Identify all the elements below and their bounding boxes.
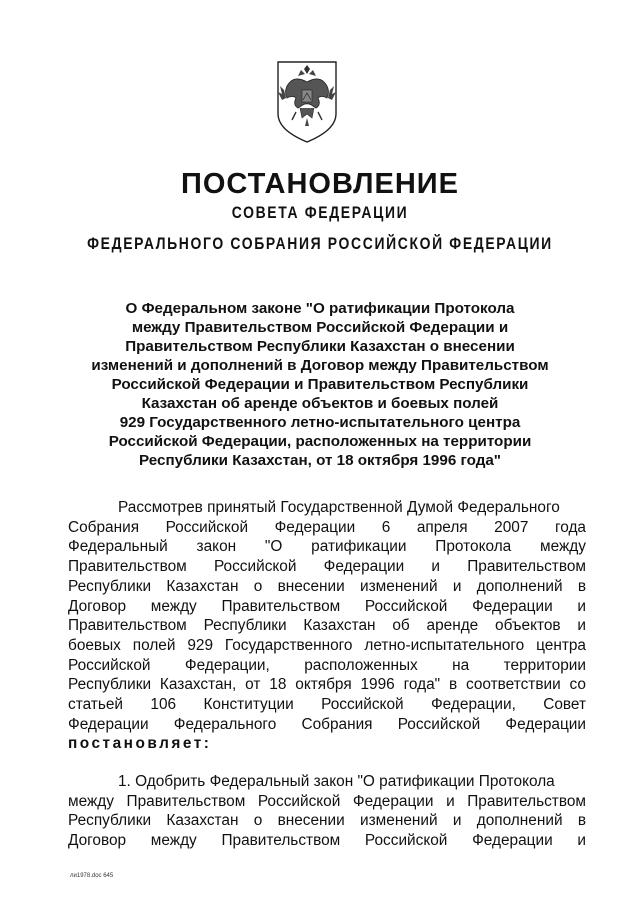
resolution-title-line: О Федеральном законе "О ратификации Протокола	[125, 300, 515, 317]
body-line: статьей 106 Конституции Российской Федерации, Совет	[68, 696, 586, 714]
resolution-title-line: Российской Федерации, расположенных на территории	[108, 433, 532, 450]
body-line: Российской Федерации, расположенных на территории	[68, 656, 586, 674]
body-line: Республики Казахстан, от 18 октября 1996 года" в соответствии со	[68, 676, 586, 694]
body-line: Правительством Российской Федерации и Правительством	[68, 558, 586, 576]
resolution-title-line: Республики Казахстан, от 18 октября 1996 года"	[139, 452, 501, 469]
parliament-heading: ФЕДЕРАЛЬНОГО СОБРАНИЯ РОССИЙСКОЙ ФЕДЕРАЦИИ	[87, 234, 553, 253]
body-line: Собрания Российской Федерации 6 апреля 2007 года	[68, 518, 586, 536]
body-line: 1. Одобрить Федеральный закон "О ратификации Протокола	[118, 773, 555, 790]
resolution-title-line: между Правительством Российской Федерации и	[131, 319, 509, 336]
resolution-title-line: Правительством Республики Казахстан о внесении	[125, 338, 515, 355]
resolution-title	[60, 299, 580, 470]
body-line: Договор между Правительством Российской Федерации и	[68, 597, 586, 615]
body-line: Федеральный закон "О ратификации Протокола между	[68, 538, 586, 556]
preamble-paragraph	[68, 498, 586, 754]
body-line: Рассмотрев принятый Государственной Думой Федерального	[118, 499, 560, 516]
body-line: Договор между Правительством Российской Федерации и	[68, 832, 586, 850]
body-line: Федерации Федерального Собрания Российской Федерации	[68, 715, 586, 733]
russian-coat-of-arms-icon	[272, 56, 342, 146]
resolution-title-line: 929 Государственного летно-испытательного центра	[119, 414, 521, 431]
resolution-title-line: Российской Федерации и Правительством Республики	[111, 376, 529, 393]
document-file-code: ли1978.doc 645	[70, 873, 114, 879]
body-line: Правительством Республики Казахстан об аренде объектов и	[68, 617, 586, 635]
body-line: Республики Казахстан о внесении изменений и дополнений в	[68, 812, 586, 830]
resolution-title-line: изменений и дополнений в Договор между Правительством	[91, 357, 549, 374]
issuing-body-heading: СОВЕТА ФЕДЕРАЦИИ	[231, 203, 409, 222]
body-line: боевых полей 929 Государственного летно-испытательного центра	[68, 636, 586, 654]
document-type-heading: ПОСТАНОВЛЕНИЕ	[181, 168, 459, 200]
decision-word: постановляет:	[68, 735, 212, 753]
resolution-title-line: Казахстан об аренде объектов и боевых полей	[141, 395, 499, 412]
body-line: между Правительством Российской Федерации и Правительством	[68, 792, 586, 810]
decision-paragraph	[68, 772, 586, 851]
body-line: Республики Казахстан о внесении изменений и дополнений в	[68, 577, 586, 595]
